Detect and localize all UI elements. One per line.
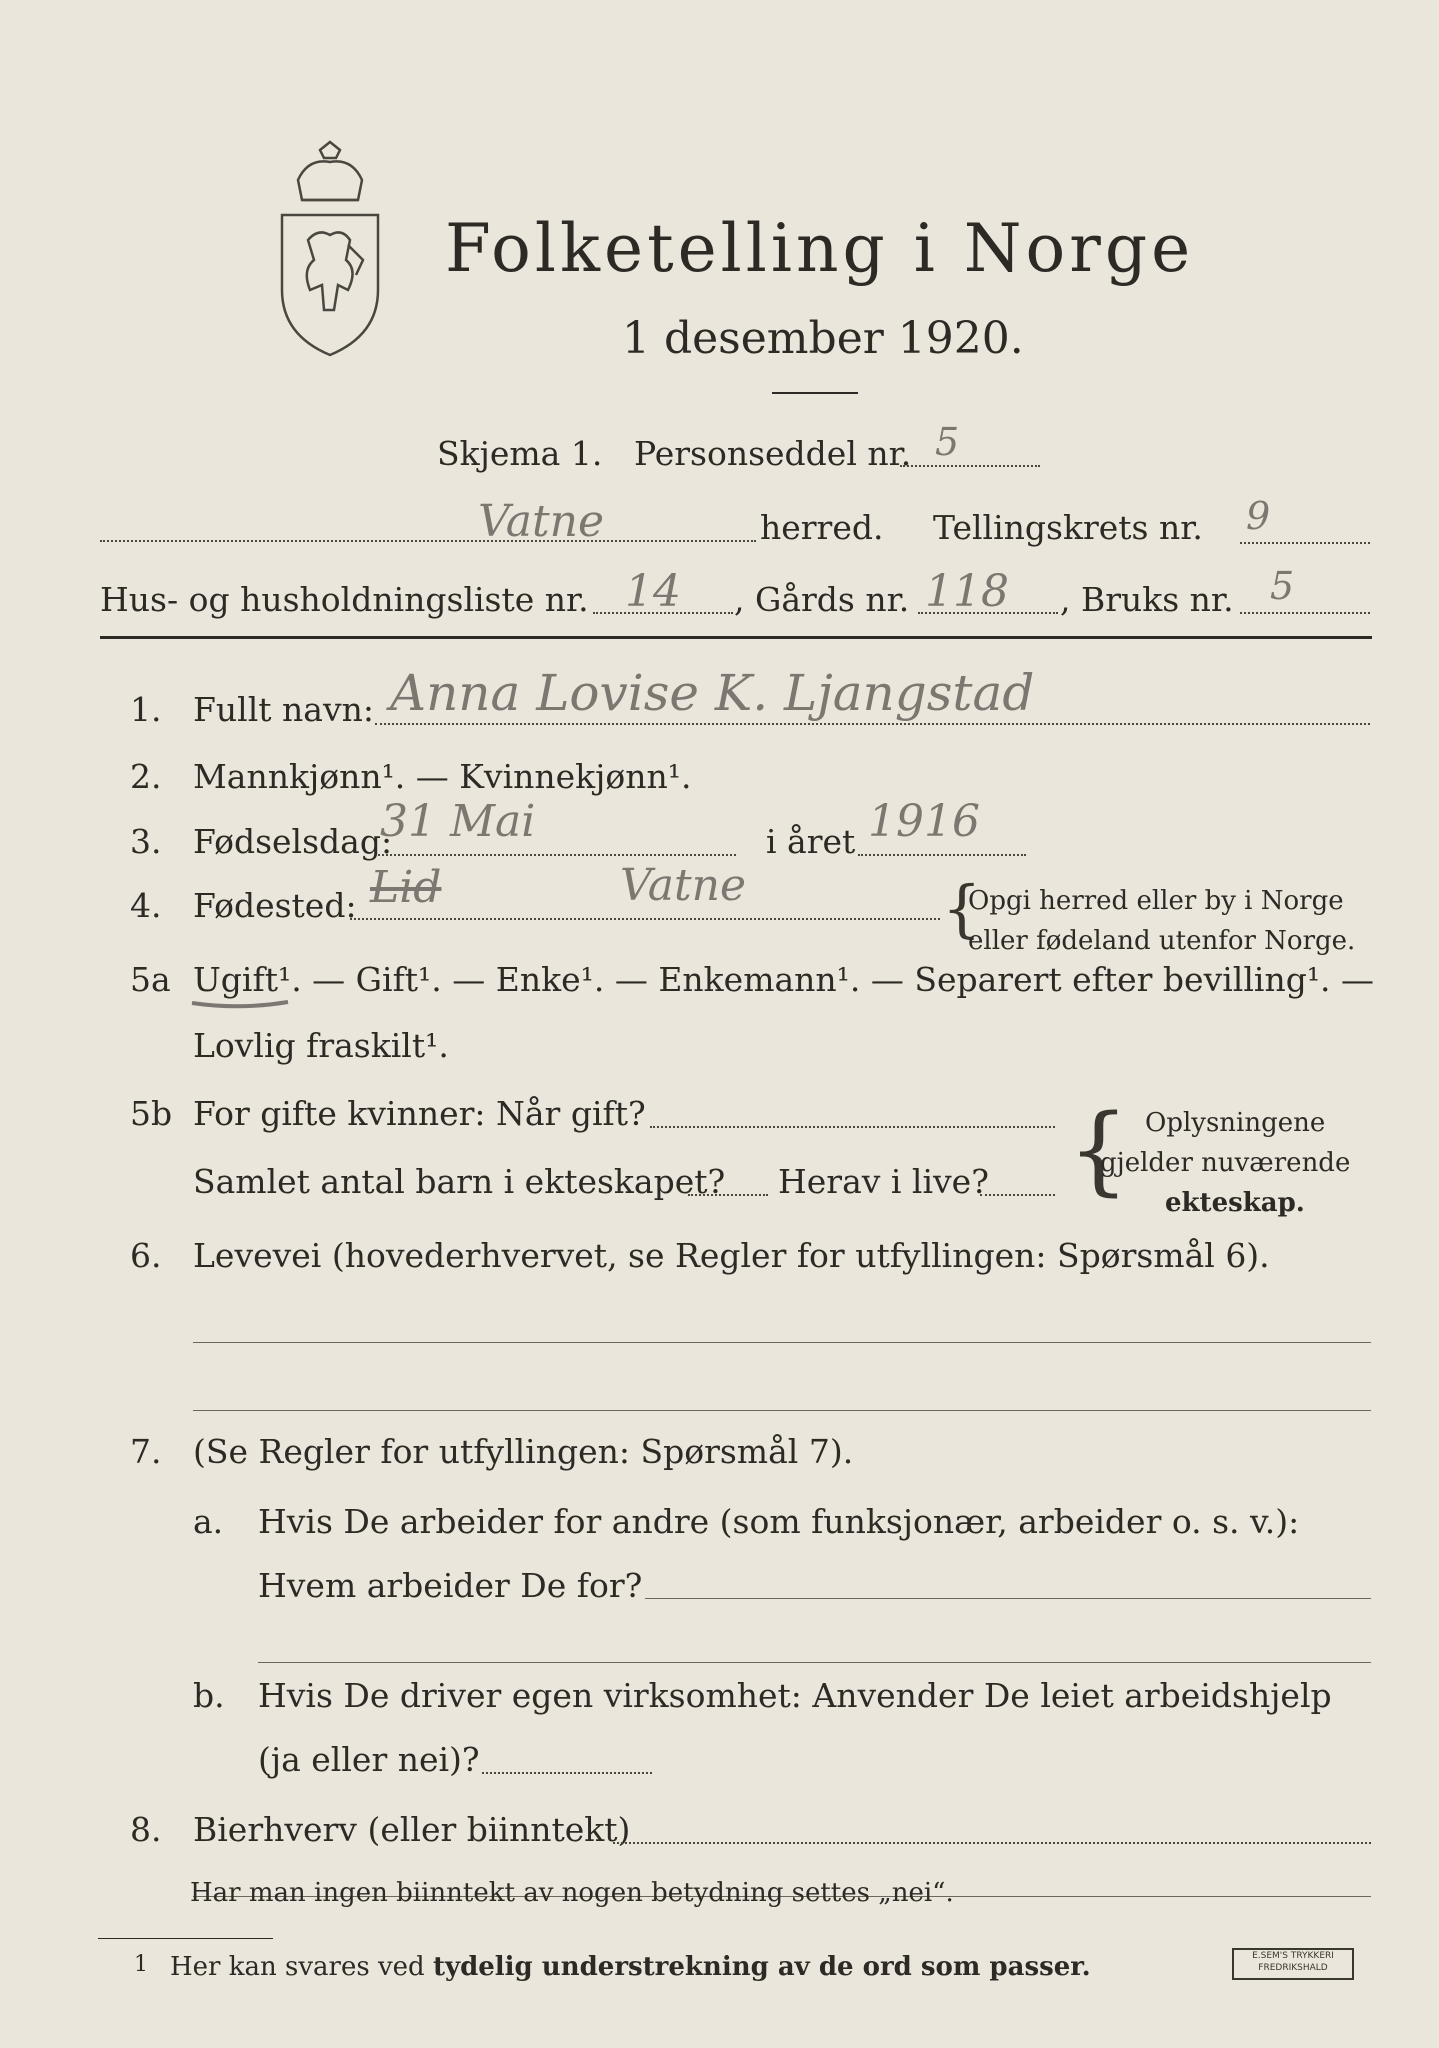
q8-label: Bierhverv (eller biinntekt) bbox=[193, 1810, 631, 1849]
q4-birthplace-value[interactable]: Vatne bbox=[620, 860, 747, 911]
q7a-line1: Hvis De arbeider for andre (som funksjonær, arbeider o. s. v.): bbox=[258, 1502, 1300, 1541]
q2-gender-options[interactable]: Mannkjønn¹. — Kvinnekjønn¹. bbox=[193, 757, 692, 796]
q3-year-label: i året bbox=[766, 822, 856, 861]
printer-stamp-line1: E.SEM'S TRYKKERI bbox=[1252, 1951, 1334, 1961]
q2-number: 2. bbox=[130, 757, 162, 796]
q7b-line1: Hvis De driver egen virksomhet: Anvender De leiet arbeidshjelp bbox=[258, 1676, 1332, 1715]
ugift-underline-mark bbox=[190, 996, 290, 1010]
norwegian-coat-of-arms-icon bbox=[268, 140, 393, 360]
q6-label: Levevei (hovederhvervet, se Regler for utfyllingen: Spørsmål 6). bbox=[193, 1236, 1270, 1275]
footnote-marker: 1 bbox=[134, 1952, 148, 1977]
q8-note: Har man ingen biinntekt av nogen betydning settes „nei“. bbox=[190, 1878, 954, 1908]
q4-struck-value: Lid bbox=[370, 862, 442, 913]
q5b-alive-field-line[interactable] bbox=[980, 1194, 1055, 1196]
q7b-line2: (ja eller nei)? bbox=[258, 1740, 480, 1779]
q7a-answer-line2[interactable] bbox=[258, 1662, 1371, 1663]
q7a-answer-line1[interactable] bbox=[645, 1598, 1371, 1599]
q7b-answer-line[interactable] bbox=[482, 1772, 652, 1774]
q3-year-value[interactable]: 1916 bbox=[868, 796, 980, 847]
q7-number: 7. bbox=[130, 1432, 162, 1471]
q4-label: Fødested: bbox=[193, 886, 357, 925]
q5b-note-line2: gjelder nuværende bbox=[1100, 1148, 1351, 1178]
q8-answer-line1[interactable] bbox=[613, 1842, 1371, 1844]
q5a-option-ugift[interactable]: Ugift¹. bbox=[193, 960, 302, 999]
printer-stamp bbox=[1232, 1948, 1354, 1980]
q1-field-line bbox=[375, 723, 1370, 725]
q3-year-field-line bbox=[858, 854, 1026, 856]
q5b-note-brace: { bbox=[1068, 1094, 1130, 1206]
q5b-children-field-line[interactable] bbox=[688, 1194, 768, 1196]
q1-label: Fullt navn: bbox=[193, 690, 374, 729]
q3-number: 3. bbox=[130, 822, 162, 861]
q5b-line1: For gifte kvinner: Når gift? bbox=[193, 1094, 646, 1133]
bruks-value[interactable]: 5 bbox=[1270, 564, 1295, 608]
q5b-note-line3: ekteskap. bbox=[1165, 1188, 1305, 1218]
q6-answer-line1[interactable] bbox=[193, 1342, 1371, 1343]
footnote-text-plain: Her kan svares ved bbox=[170, 1952, 433, 1982]
q8-number: 8. bbox=[130, 1810, 162, 1849]
form-title: Folketelling i Norge bbox=[445, 210, 1195, 287]
q5b-married-field-line[interactable] bbox=[650, 1126, 1055, 1128]
q7a-line2: Hvem arbeider De for? bbox=[258, 1566, 643, 1605]
q5b-line2a: Samlet antal barn i ekteskapet? bbox=[193, 1162, 726, 1201]
hus-value[interactable]: 14 bbox=[625, 566, 681, 617]
tellingskrets-value[interactable]: 9 bbox=[1246, 494, 1271, 538]
form-date: 1 desember 1920. bbox=[622, 313, 1024, 364]
q5b-note-line1: Oplysningene bbox=[1145, 1108, 1326, 1138]
bruks-field-line bbox=[1240, 612, 1370, 614]
q3-label: Fødselsdag: bbox=[193, 822, 393, 861]
q4-number: 4. bbox=[130, 886, 162, 925]
herred-field-line bbox=[100, 540, 756, 542]
personseddel-label: Personseddel nr. bbox=[634, 434, 912, 473]
q7b-number: b. bbox=[193, 1676, 225, 1715]
q5b-number: 5b bbox=[130, 1094, 173, 1133]
q5b-line2b: Herav i live? bbox=[778, 1162, 989, 1201]
q4-field-line bbox=[350, 918, 940, 920]
q4-note-line2: eller fødeland utenfor Norge. bbox=[968, 926, 1356, 956]
title-divider bbox=[772, 392, 858, 394]
header-rule bbox=[100, 636, 1372, 639]
q7-label: (Se Regler for utfyllingen: Spørsmål 7). bbox=[193, 1432, 854, 1471]
hus-label: Hus- og husholdningsliste nr. bbox=[100, 580, 589, 619]
q5a-other-options: — Gift¹. — Enke¹. — Enkemann¹. — Separert efter bevilling¹. — bbox=[301, 960, 1375, 999]
q3-birthday-field-line bbox=[378, 854, 736, 856]
gards-value[interactable]: 118 bbox=[925, 566, 1009, 617]
q5a-options[interactable] bbox=[193, 960, 1374, 999]
q6-number: 6. bbox=[130, 1236, 162, 1275]
footnote-divider bbox=[98, 1938, 273, 1939]
herred-label: herred. bbox=[760, 508, 884, 547]
tellingskrets-label: Tellingskrets nr. bbox=[933, 508, 1203, 547]
herred-value[interactable]: Vatne bbox=[478, 496, 605, 547]
gards-label: , Gårds nr. bbox=[734, 580, 910, 619]
printer-stamp-line2: FREDRIKSHALD bbox=[1258, 1963, 1328, 1973]
q5a-number: 5a bbox=[130, 960, 171, 999]
q5a-line2[interactable]: Lovlig fraskilt¹. bbox=[193, 1026, 449, 1065]
skjema-label: Skjema 1. bbox=[437, 434, 603, 473]
q1-number: 1. bbox=[130, 690, 162, 729]
personseddel-field-line bbox=[900, 465, 1040, 467]
footnote-text bbox=[170, 1952, 1091, 1982]
tellingskrets-field-line bbox=[1240, 542, 1370, 544]
q7a-number: a. bbox=[193, 1502, 224, 1541]
footnote-text-bold: tydelig understrekning av de ord som passer. bbox=[432, 1952, 1091, 1982]
bruks-label: , Bruks nr. bbox=[1060, 580, 1234, 619]
q4-note-line1: Opgi herred eller by i Norge bbox=[968, 886, 1344, 916]
personseddel-value[interactable]: 5 bbox=[935, 420, 960, 464]
q3-birthday-value[interactable]: 31 Mai bbox=[380, 796, 536, 847]
q4-note-brace: { bbox=[942, 872, 982, 945]
q6-answer-line2[interactable] bbox=[193, 1410, 1371, 1411]
q1-full-name-value[interactable]: Anna Lovise K. Ljangstad bbox=[390, 664, 1035, 722]
